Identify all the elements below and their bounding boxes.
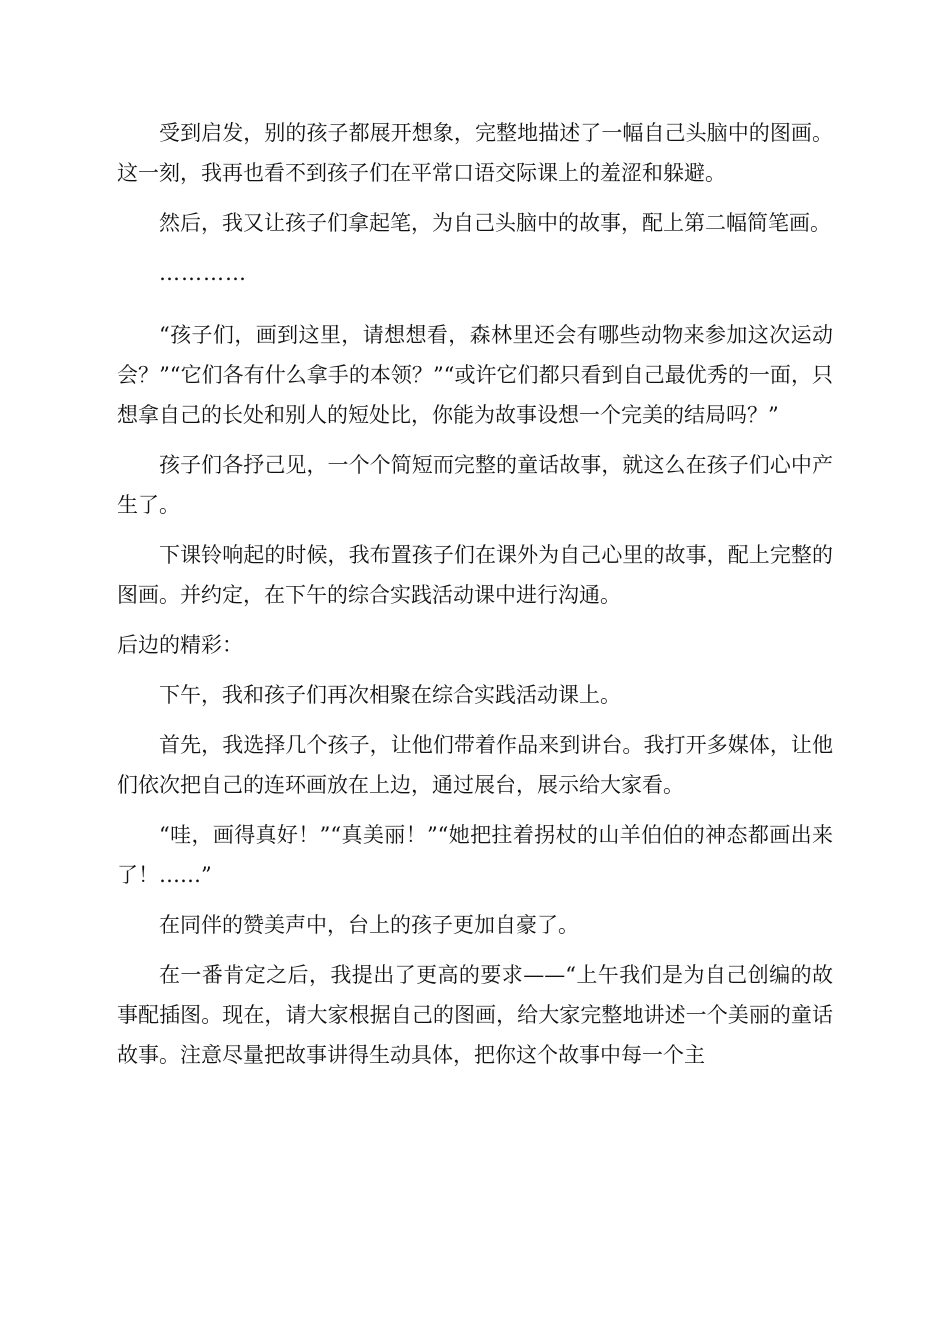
paragraph: 首先，我选择几个孩子，让他们带着作品来到讲台。我打开多媒体，让他们依次把自己的连环画放在上边，通过展台，展示给大家看。 [117, 733, 833, 797]
section-heading: 后边的精彩： [117, 633, 243, 657]
ellipsis-line: ………… [159, 261, 247, 285]
paragraph: 下午，我和孩子们再次相聚在综合实践活动课上。 [159, 683, 621, 707]
paragraph: 下课铃响起的时候，我布置孩子们在课外为自己心里的故事，配上完整的图画。并约定，在下午的综合实践活动课中进行沟通。 [117, 543, 833, 607]
document-body [117, 113, 833, 1085]
paragraph: 在一番肯定之后，我提出了更高的要求——“上午我们是为自己创编的故事配插图。现在，请大家根据自己的图画，给大家完整地讲述一个美丽的童话故事。注意尽量把故事讲得生动具体，把你这个故事中每一个主 [117, 963, 833, 1067]
paragraph: “孩子们，画到这里，请想想看，森林里还会有哪些动物来参加这次运动会？”“它们各有什么拿手的本领？”“或许它们都只看到自己最优秀的一面，只想拿自己的长处和别人的短处比，你能为故事设想一个完美的结局吗？” [117, 323, 833, 427]
paragraph: 然后，我又让孩子们拿起笔，为自己头脑中的故事，配上第二幅简笔画。 [159, 211, 831, 235]
paragraph: “哇，画得真好！”“真美丽！”“她把拄着拐杖的山羊伯伯的神态都画出来了！……” [117, 823, 833, 887]
paragraph: 受到启发，别的孩子都展开想象，完整地描述了一幅自己头脑中的图画。这一刻，我再也看不到孩子们在平常口语交际课上的羞涩和躲避。 [117, 121, 833, 185]
paragraph: 在同伴的赞美声中，台上的孩子更加自豪了。 [159, 913, 579, 937]
paragraph: 孩子们各抒己见，一个个简短而完整的童话故事，就这么在孩子们心中产生了。 [117, 453, 833, 517]
